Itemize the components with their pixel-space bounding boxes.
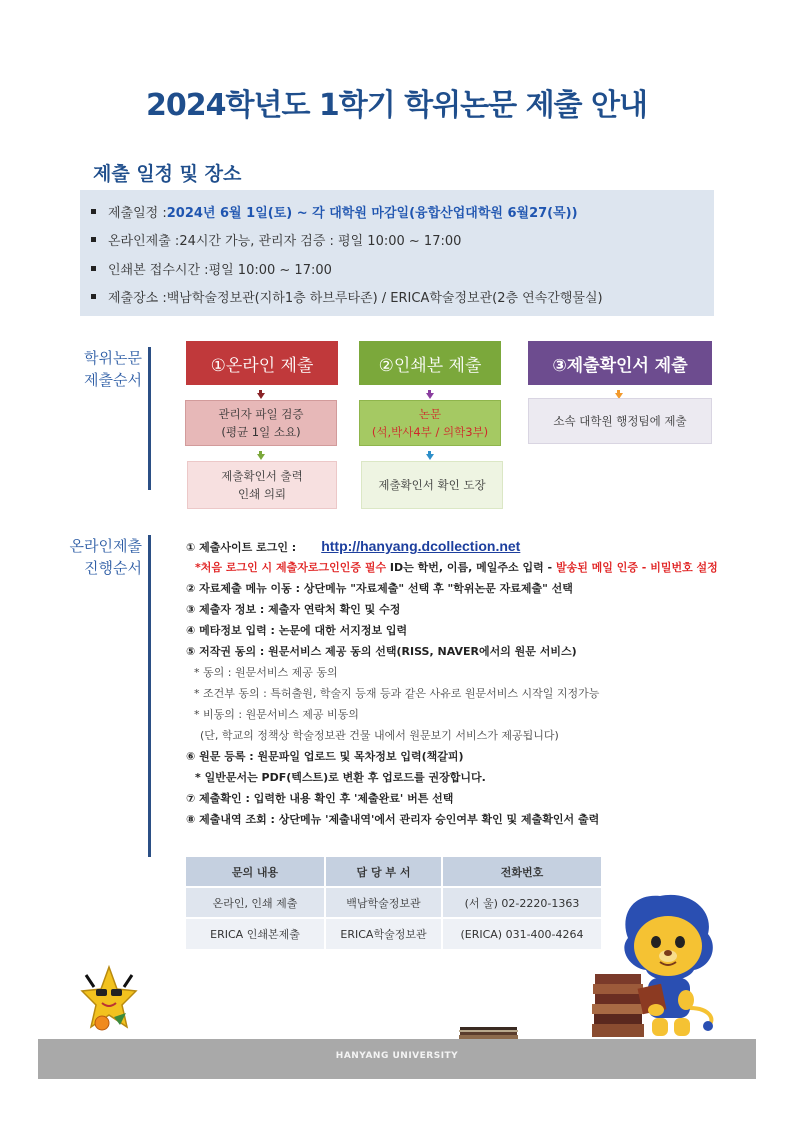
table-cell: 백남학술정보관 xyxy=(325,887,442,918)
footer-bar xyxy=(38,1039,756,1079)
process-divider xyxy=(148,347,151,490)
online-divider xyxy=(148,535,151,857)
online-step-submitter: ③ 제출자 정보 : 제출자 연락처 확인 및 수정 xyxy=(186,603,401,616)
table-row xyxy=(186,918,601,949)
online-step-metadata: ④ 메타정보 입력 : 논문에 대한 서지정보 입력 xyxy=(186,624,408,637)
table-row xyxy=(186,887,601,918)
process-side-label-line1: 학위논문 xyxy=(84,349,142,367)
lion-mascot-icon xyxy=(590,888,730,1038)
online-step-history: ⑧ 제출내역 조회 : 상단메뉴 '제출내역'에서 관리자 승인여부 확인 및 제출확인서 출력 xyxy=(186,813,600,826)
online-step-menu: ② 자료제출 메뉴 이동 : 상단메뉴 "자료제출" 선택 후 "학위논문 자료제출" 선택 xyxy=(186,582,573,595)
step2-box1-line2: (석,박사4부 / 의학3부) xyxy=(371,425,489,439)
copyright-conditional: * 조건부 동의 : 특허출원, 학술지 등재 등과 같은 사유로 원문서비스 시작일 지정가능 xyxy=(194,687,600,700)
footer-text: HANYANG UNIVERSITY xyxy=(335,1051,459,1061)
bullet-icon xyxy=(91,209,96,214)
bullet-icon xyxy=(91,266,96,271)
step1-box2 xyxy=(187,461,337,509)
copyright-agree: * 동의 : 원문서비스 제공 동의 xyxy=(194,666,338,679)
column-header: 문의 내용 xyxy=(186,857,325,887)
contact-table xyxy=(186,857,601,949)
login-note-text: ID는 학번, 이름, 메일주소 입력 - xyxy=(386,561,556,574)
step3-box1-line1: 소속 대학원 행정팀에 제출 xyxy=(553,414,687,428)
online-step-upload: ⑥ 원문 등록 : 원문파일 업로드 및 목차정보 입력(책갈피) xyxy=(186,750,464,763)
table-cell: ERICA학술정보관 xyxy=(325,918,442,949)
process-side-label xyxy=(60,347,142,391)
login-note-auth: 발송된 메일 인증 - 비밀번호 설정 xyxy=(555,561,718,574)
step2-header: ②인쇄본 제출 xyxy=(359,341,501,385)
login-note-required: *처음 로그인 시 제출자로그인인증 필수 xyxy=(195,561,387,574)
contact-header-row xyxy=(186,857,601,887)
step1-box1-line1: 관리자 파일 검증 xyxy=(218,407,304,421)
table-cell: (서 울) 02-2220-1363 xyxy=(442,887,601,918)
schedule-label: 제출장소 : xyxy=(108,291,167,307)
online-step-login-text: ① 제출사이트 로그인 : xyxy=(186,541,297,554)
process-side-label-line2: 제출순서 xyxy=(84,371,142,389)
column-header: 담 당 부 서 xyxy=(325,857,442,887)
schedule-label: 온라인제출 : xyxy=(108,234,180,250)
online-side-label-line1: 온라인제출 xyxy=(69,537,142,555)
step1-box2-line2: 인쇄 의뢰 xyxy=(237,487,287,501)
schedule-heading: 제출 일정 및 장소 xyxy=(93,163,242,185)
schedule-row-online xyxy=(91,226,714,255)
column-header: 전화번호 xyxy=(442,857,601,887)
online-step-copyright: ⑤ 저작권 동의 : 원문서비스 제공 동의 선택(RISS, NAVER에서의 원문 서비스) xyxy=(186,645,577,658)
schedule-row-print xyxy=(91,254,714,283)
step3-box1 xyxy=(528,398,712,444)
schedule-value: 평일 10:00 ~ 17:00 xyxy=(208,262,332,278)
online-step-login-note xyxy=(186,557,766,578)
step3-header: ③제출확인서 제출 xyxy=(528,341,712,385)
step1-header: ①온라인 제출 xyxy=(186,341,338,385)
step2-box1-line1: 논문 xyxy=(418,407,442,421)
table-cell: 온라인, 인쇄 제출 xyxy=(186,887,325,918)
schedule-row-date xyxy=(91,197,714,226)
arrow-down-icon xyxy=(257,393,265,399)
step1-box1-line2: (평균 1일 소요) xyxy=(221,425,301,439)
step2-box2-line1: 제출확인서 확인 도장 xyxy=(378,478,486,492)
star-mascot-icon xyxy=(80,965,138,1040)
arrow-down-icon xyxy=(257,454,265,460)
copyright-note: (단, 학교의 정책상 학술정보관 건물 내에서 원문보기 서비스가 제공됩니다) xyxy=(200,729,559,742)
step2-box2 xyxy=(361,461,503,509)
schedule-box xyxy=(80,190,714,316)
online-side-label xyxy=(50,535,142,579)
schedule-row-place xyxy=(91,283,714,312)
online-step-login xyxy=(186,536,766,557)
arrow-down-icon xyxy=(426,393,434,399)
arrow-down-icon xyxy=(426,454,434,460)
online-side-label-line2: 진행순서 xyxy=(84,559,142,577)
table-cell: ERICA 인쇄본제출 xyxy=(186,918,325,949)
online-steps xyxy=(186,536,766,830)
online-step-confirm: ⑦ 제출확인 : 입력한 내용 확인 후 '제출완료' 버튼 선택 xyxy=(186,792,454,805)
step1-box2-line1: 제출확인서 출력 xyxy=(221,469,303,483)
schedule-label: 제출일정 : xyxy=(108,205,167,221)
copyright-disagree: * 비동의 : 원문서비스 제공 비동의 xyxy=(194,708,359,721)
bullet-icon xyxy=(91,237,96,242)
schedule-value: 백남학술정보관(지하1층 하브루타존) / ERICA학술정보관(2층 연속간행물실) xyxy=(166,291,603,307)
step2-box1 xyxy=(359,400,501,446)
step1-box1 xyxy=(185,400,337,446)
upload-note: * 일반문서는 PDF(텍스트)로 변환 후 업로드를 권장합니다. xyxy=(195,771,486,784)
dcollection-link[interactable]: http://hanyang.dcollection.net xyxy=(321,538,521,554)
bullet-icon xyxy=(91,294,96,299)
table-cell: (ERICA) 031-400-4264 xyxy=(442,918,601,949)
schedule-label: 인쇄본 접수시간 : xyxy=(108,262,209,278)
books-icon xyxy=(459,1027,518,1039)
schedule-value: 2024년 6월 1일(토) ~ 각 대학원 마감일(융합산업대학원 6월27(목)) xyxy=(166,205,578,221)
schedule-value: 24시간 가능, 관리자 검증 : 평일 10:00 ~ 17:00 xyxy=(179,234,462,250)
page-title: 2024학년도 1학기 학위논문 제출 안내 xyxy=(146,88,647,123)
